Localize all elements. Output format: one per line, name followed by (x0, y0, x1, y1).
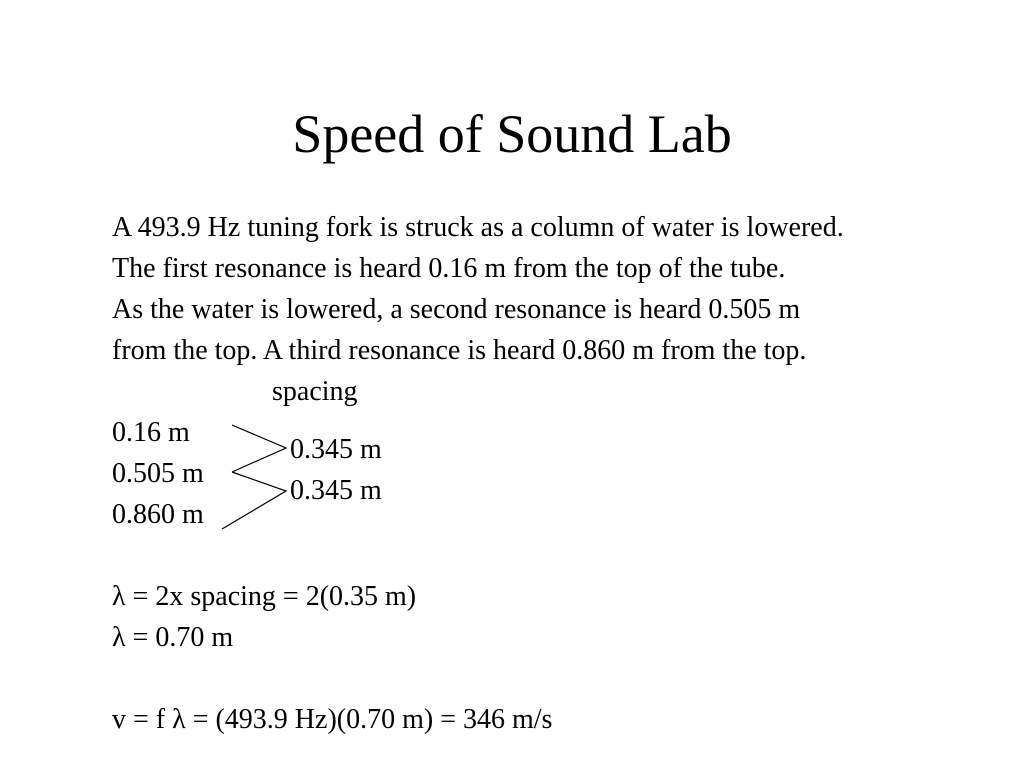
bracket-1 (232, 425, 286, 472)
paragraph-line-1: A 493.9 Hz tuning fork is struck as a column of water is lowered. (112, 212, 844, 243)
measurement-3: 0.860 m (112, 499, 204, 530)
equation-wavelength-value: λ = 0.70 m (112, 622, 234, 653)
slide-title: Speed of Sound Lab (292, 104, 732, 164)
equation-velocity: v = f λ = (493.9 Hz)(0.70 m) = 346 m/s (112, 704, 553, 735)
equation-wavelength-formula: λ = 2x spacing = 2(0.35 m) (112, 581, 417, 612)
paragraph-line-2: The first resonance is heard 0.16 m from the top of the tube. (112, 253, 786, 284)
spacing-header: spacing (272, 376, 358, 407)
spacing-value-1: 0.345 m (290, 434, 382, 465)
paragraph-line-3: As the water is lowered, a second resonance is heard 0.505 m (112, 294, 801, 325)
paragraph-line-4: from the top. A third resonance is heard 0.860 m from the top. (112, 335, 807, 366)
measurement-2: 0.505 m (112, 458, 204, 489)
bracket-2 (222, 472, 286, 529)
measurement-1: 0.16 m (112, 417, 190, 448)
spacing-value-2: 0.345 m (290, 475, 382, 506)
